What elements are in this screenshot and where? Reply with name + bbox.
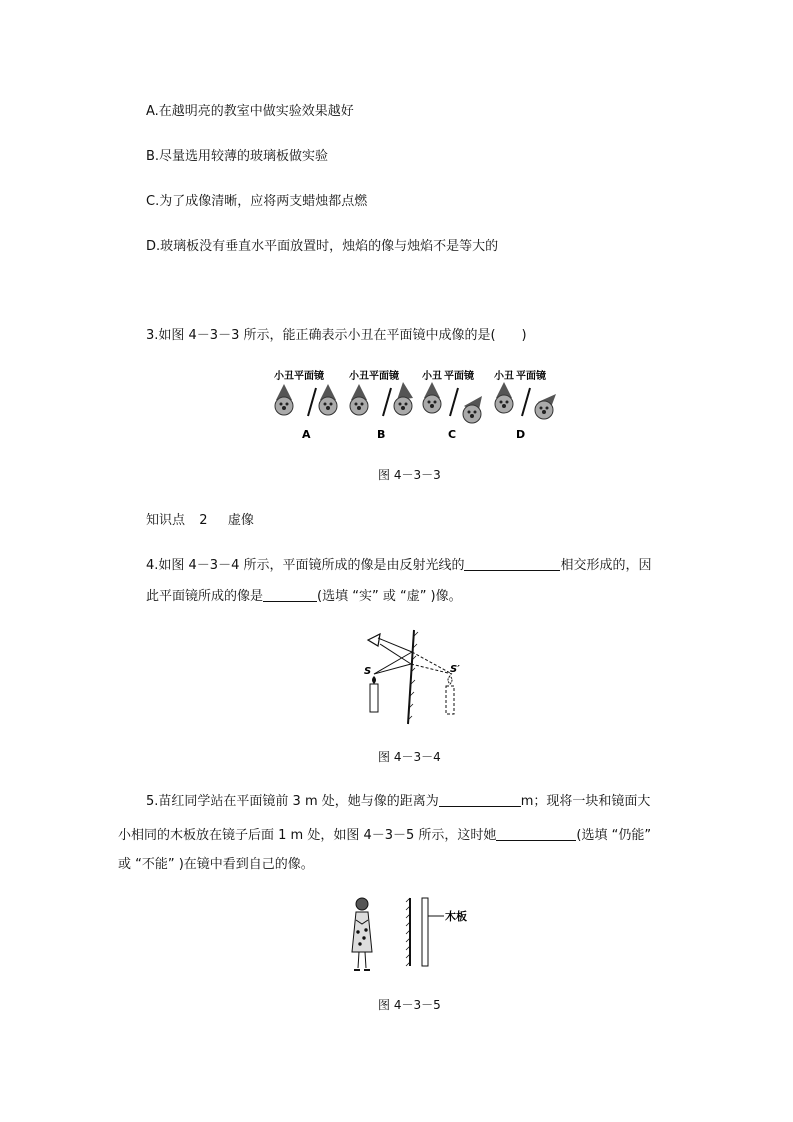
panel-letter: A [302,428,311,441]
eye-icon [368,634,380,646]
clown-label: 小丑 [274,371,294,382]
image-icon [394,382,413,415]
q5-line2 [118,826,651,845]
answer-blank[interactable] [496,826,576,841]
panel-a [274,369,337,441]
mirror-label: 平面镜 [369,371,399,382]
girl-icon [352,898,372,970]
knowledge-point-heading [146,512,254,530]
option-d: D.玻璃板没有垂直水平面放置时，烛焰的像与烛焰不是等大的 [146,239,499,254]
clown-icon [423,382,441,413]
option-b: B.尽量选用较薄的玻璃板做实验 [146,149,329,164]
option-a: A.在越明亮的教室中做实验效果越好 [146,104,354,119]
clown-label: 小丑 [422,371,442,382]
clown-icon [495,382,513,413]
q5-text-1: 5.苗红同学站在平面镜前 3 m 处，她与像的距离为 [146,794,439,809]
q4-text-2: 相交形成的，因 [560,558,652,573]
panel-letter: C [448,428,457,441]
s-prime-label: S′ [450,664,460,675]
q5-text-3: 小相同的木板放在镜子后面 1 m 处，如图 4－3－5 所示，这时她 [118,828,497,843]
panel-b [349,369,413,441]
figure-4-3-3 [262,366,562,444]
knowledge-point-label: 知识点 [146,513,186,528]
mirror-line [522,388,530,416]
mirror-line [450,388,458,416]
panel-letter: B [377,428,386,441]
q5-text-4: (选填 “仍能” [576,828,652,843]
q4-text-3: 此平面镜所成的像是 [146,589,264,604]
figure-caption-4-3-3: 图 4－3－3 [378,468,441,482]
board-label: 木板 [445,910,467,923]
mirror-line [308,388,316,416]
s-label: S [364,666,372,677]
option-c: C.为了成像清晰，应将两支蜡烛都点燃 [146,194,368,209]
mirror-label: 平面镜 [444,371,474,382]
q4-line2 [146,587,462,606]
flame-icon [372,676,376,684]
knowledge-point-title: 虚像 [227,513,254,528]
panel-letter: D [516,428,526,441]
mirror-line [383,388,391,416]
virtual-flame-icon [448,676,452,684]
q3-stem: 3.如图 4－3－3 所示，能正确表示小丑在平面镜中成像的是( ) [146,328,527,343]
clown-label: 小丑 [494,371,514,382]
virtual-candle [446,686,454,714]
mirror-line [408,630,414,724]
knowledge-point-number: 2 [199,513,208,528]
q5-line3: 或 “不能” )在镜中看到自己的像。 [118,857,314,872]
answer-blank[interactable] [464,556,560,571]
candle [370,684,378,712]
image-icon [319,384,337,415]
clown-label: 小丑 [349,371,369,382]
wood-board [422,898,428,966]
image-icon [463,396,482,423]
q4-text-1: 4.如图 4－3－4 所示，平面镜所成的像是由反射光线的 [146,558,465,573]
q5-text-2: m；现将一块和镜面大 [520,794,651,809]
mirror-label: 平面镜 [294,371,324,382]
figure-caption-4-3-4: 图 4－3－4 [378,750,441,764]
mirror-label: 平面镜 [516,371,546,382]
q5-line1 [146,792,650,811]
clown-icon [275,384,293,415]
answer-blank[interactable] [263,587,317,602]
answer-blank[interactable] [439,792,521,807]
figure-caption-4-3-5: 图 4－3－5 [378,998,441,1012]
panel-c [422,369,482,441]
q4-line1 [146,556,652,575]
figure-4-3-5 [344,894,484,976]
clown-icon [350,384,368,415]
image-icon [535,394,556,419]
q4-text-4: (选填 “实” 或 “虚” )像。 [317,589,462,604]
figure-4-3-4 [360,628,470,726]
panel-d [494,369,556,441]
